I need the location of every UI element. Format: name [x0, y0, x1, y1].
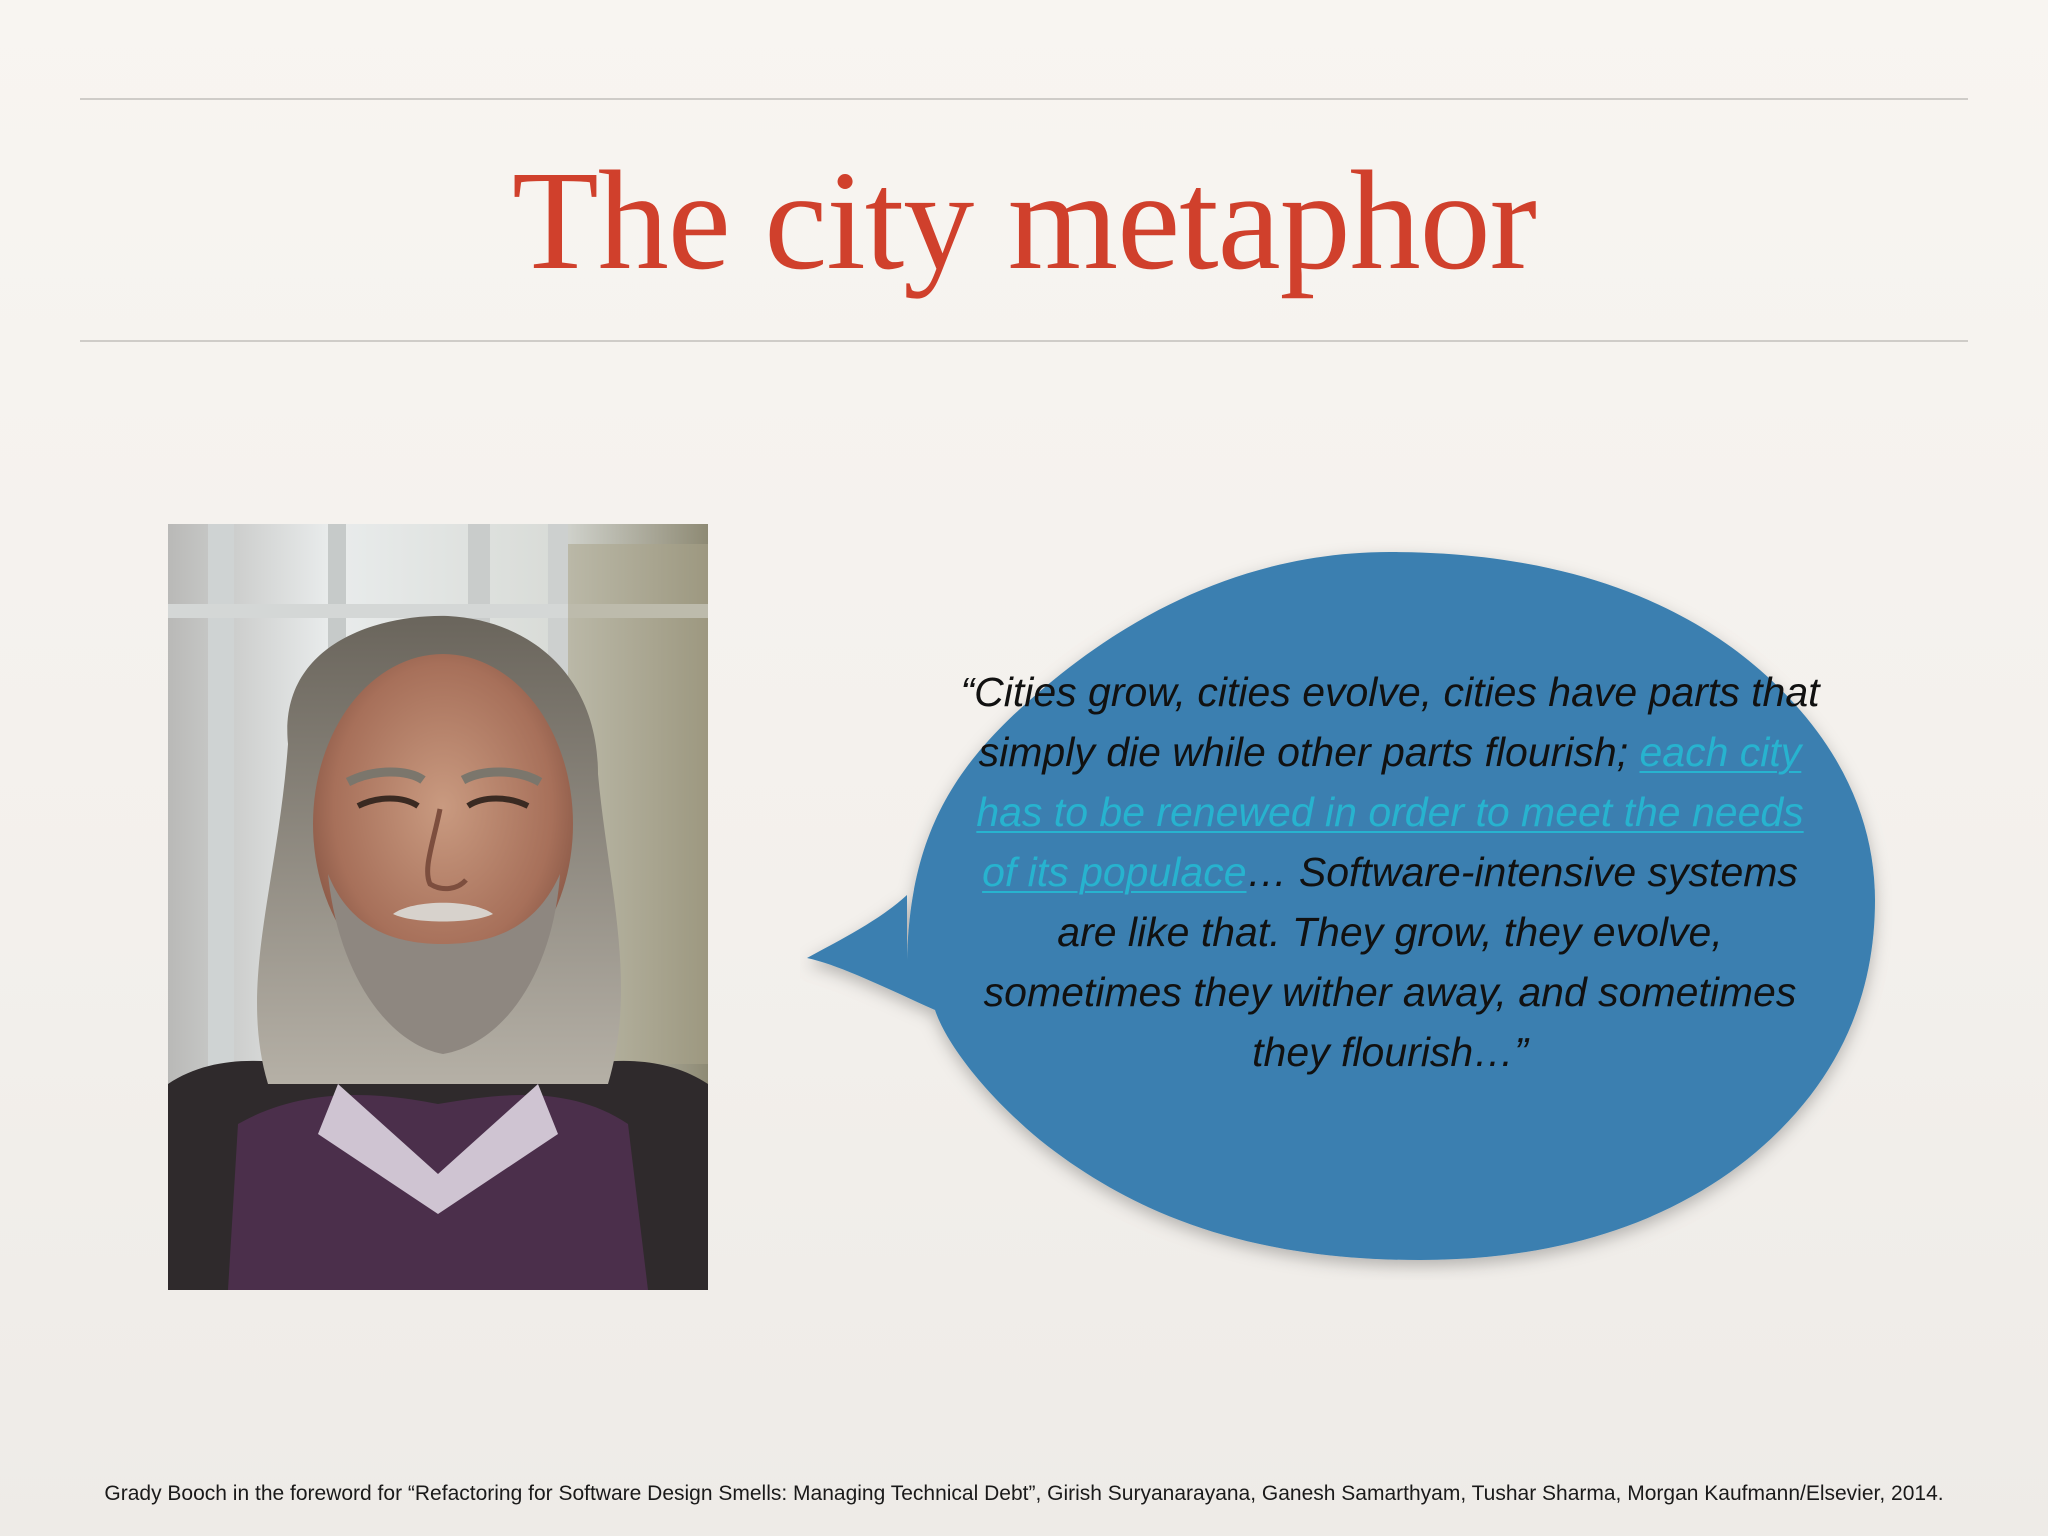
title-divider: [80, 340, 1968, 342]
quote-text-end: … Software-intensive systems are like that. They grow, they evolve, sometimes they wither away, and sometimes they flourish…”: [983, 849, 1798, 1075]
quote-link[interactable]: each city has to be renewed in order to meet the needs of its populace: [976, 729, 1804, 895]
top-divider: [80, 98, 1968, 100]
speaker-photo: [168, 524, 708, 1290]
quote-text-start: “Cities grow, cities evolve, cities have parts that simply die while other parts flourish;: [960, 669, 1820, 775]
citation-footnote: Grady Booch in the foreword for “Refactoring for Software Design Smells: Managing Technical Debt”, Girish Suryanarayana, Ganesh Samarthyam, Tushar Sharma, Morgan Kaufmann/Elsevier, 2014.: [104, 1482, 1944, 1505]
slide-title: The city metaphor: [512, 141, 1536, 299]
booch-quote: [960, 662, 1820, 1082]
